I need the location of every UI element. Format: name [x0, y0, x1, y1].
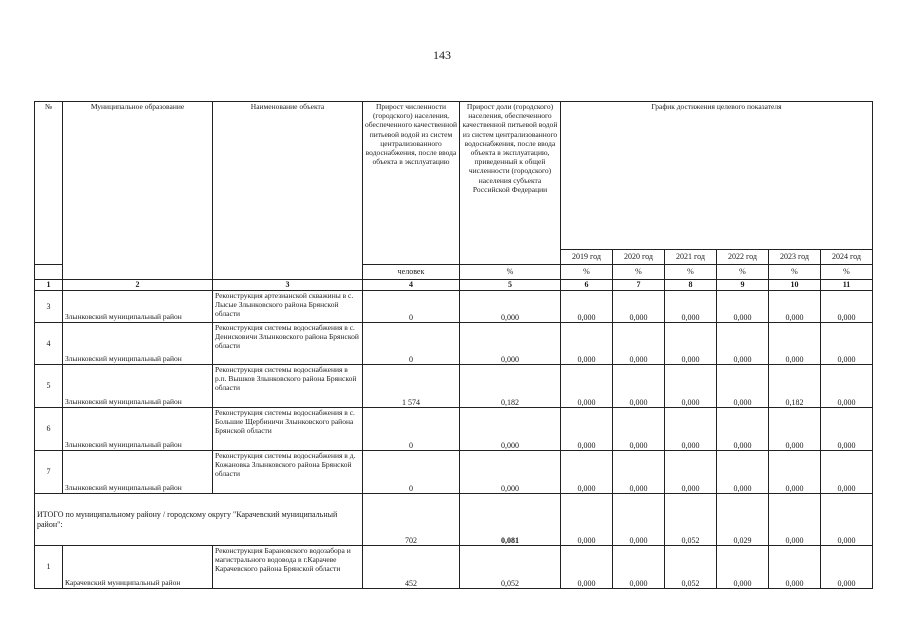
year-value-cell: 0,000 [717, 451, 769, 494]
year-value-cell: 0,000 [821, 291, 873, 323]
share-cell: 0,000 [460, 408, 561, 451]
total-share-cell: 0,081 [460, 494, 561, 546]
share-cell: 0,052 [460, 546, 561, 589]
object-cell: Реконструкция артезианской скважины в с. Лысые Злынковского района Брянской области [213, 291, 363, 323]
total-year-cell: 0,000 [613, 494, 665, 546]
year-value-cell: 0,000 [717, 546, 769, 589]
header-schedule: График достижения целевого показателя [561, 102, 873, 250]
data-table [34, 101, 873, 589]
year-value-cell: 0,000 [665, 323, 717, 365]
unit-percent: % [665, 265, 717, 280]
row-number: 6 [35, 408, 63, 451]
unit-percent: % [613, 265, 665, 280]
year-value-cell: 0,000 [561, 291, 613, 323]
year-value-cell: 0,000 [665, 365, 717, 408]
share-cell: 0,000 [460, 291, 561, 323]
year-value-cell: 0,000 [821, 546, 873, 589]
year-value-cell: 0,000 [769, 323, 821, 365]
row-number: 4 [35, 323, 63, 365]
people-cell: 452 [363, 546, 460, 589]
column-index: 5 [460, 280, 561, 291]
people-cell: 0 [363, 323, 460, 365]
year-value-cell: 0,000 [717, 365, 769, 408]
header-year: 2024 год [821, 250, 873, 265]
header-year: 2021 год [665, 250, 717, 265]
column-index: 11 [821, 280, 873, 291]
column-index: 2 [63, 280, 213, 291]
header-object: Наименование объекта [213, 102, 363, 280]
year-value-cell: 0,000 [613, 291, 665, 323]
year-value-cell: 0,000 [561, 365, 613, 408]
year-value-cell: 0,000 [821, 365, 873, 408]
people-cell: 0 [363, 408, 460, 451]
header-number: № [35, 102, 63, 265]
column-index: 10 [769, 280, 821, 291]
unit-percent: % [821, 265, 873, 280]
year-value-cell: 0,000 [613, 408, 665, 451]
municipality-cell: Злынковский муниципальный район [63, 365, 213, 408]
table-row [35, 323, 873, 365]
year-value-cell: 0,000 [665, 451, 717, 494]
year-value-cell: 0,000 [613, 365, 665, 408]
year-value-cell: 0,000 [561, 451, 613, 494]
municipality-cell: Злынковский муниципальный район [63, 323, 213, 365]
column-index: 6 [561, 280, 613, 291]
row-number: 7 [35, 451, 63, 494]
total-year-cell: 0,000 [769, 494, 821, 546]
header-year: 2019 год [561, 250, 613, 265]
header-year: 2020 год [613, 250, 665, 265]
unit-people: человек [363, 265, 460, 280]
municipality-cell: Злынковский муниципальный район [63, 451, 213, 494]
share-cell: 0,000 [460, 451, 561, 494]
share-cell: 0,182 [460, 365, 561, 408]
year-value-cell: 0,052 [665, 546, 717, 589]
people-cell: 1 574 [363, 365, 460, 408]
column-index: 7 [613, 280, 665, 291]
object-cell: Реконструкция системы водоснабжения в р.п. Вышков Злынковского района Брянской области [213, 365, 363, 408]
year-value-cell: 0,000 [821, 323, 873, 365]
column-index: 8 [665, 280, 717, 291]
table-row [35, 365, 873, 408]
year-value-cell: 0,000 [561, 546, 613, 589]
column-index: 9 [717, 280, 769, 291]
people-cell: 0 [363, 451, 460, 494]
unit-percent: % [717, 265, 769, 280]
header-year: 2023 год [769, 250, 821, 265]
municipality-cell: Злынковский муниципальный район [63, 408, 213, 451]
year-value-cell: 0,000 [769, 546, 821, 589]
year-value-cell: 0,000 [821, 451, 873, 494]
year-value-cell: 0,000 [613, 451, 665, 494]
column-index: 1 [35, 280, 63, 291]
unit-percent: % [769, 265, 821, 280]
year-value-cell: 0,000 [665, 291, 717, 323]
year-value-cell: 0,000 [717, 323, 769, 365]
total-year-cell: 0,000 [821, 494, 873, 546]
row-number: 5 [35, 365, 63, 408]
total-year-cell: 0,000 [561, 494, 613, 546]
column-index: 3 [213, 280, 363, 291]
year-value-cell: 0,000 [613, 323, 665, 365]
object-cell: Реконструкция Барановского водозабора и магистрального водовода в г.Карачеве Карачевского района Брянской области [213, 546, 363, 589]
unit-percent: % [460, 265, 561, 280]
page-number: 143 [433, 48, 451, 62]
year-value-cell: 0,182 [769, 365, 821, 408]
object-cell: Реконструкция системы водоснабжения в с. Большие Щербиничи Злынковского района Брянской области [213, 408, 363, 451]
unit-percent: % [561, 265, 613, 280]
total-year-cell: 0,052 [665, 494, 717, 546]
row-number: 3 [35, 291, 63, 323]
share-cell: 0,000 [460, 323, 561, 365]
year-value-cell: 0,000 [769, 451, 821, 494]
header-municipality: Муниципальное образование [63, 102, 213, 280]
year-value-cell: 0,000 [821, 408, 873, 451]
table-row [35, 546, 873, 589]
total-people-cell: 702 [363, 494, 460, 546]
table-row [35, 291, 873, 323]
row-number: 1 [35, 546, 63, 589]
header-year: 2022 год [717, 250, 769, 265]
object-cell: Реконструкция системы водоснабжения в д. Кожановка Злынковского района Брянской области [213, 451, 363, 494]
total-label: ИТОГО по муниципальному району / городскому округу "Карачевский муниципальный район": [35, 494, 363, 546]
year-value-cell: 0,000 [769, 408, 821, 451]
municipality-cell: Карачевский муниципальный район [63, 546, 213, 589]
table-row [35, 408, 873, 451]
people-cell: 0 [363, 291, 460, 323]
object-cell: Реконструкция системы водоснабжения в с. Денисковичи Злынковского района Брянской области [213, 323, 363, 365]
header-share-growth: Прирост доли (городского) населения, обеспеченного качественной питьевой водой из систем централизованного водоснабжения, после ввода объекта в эксплуатацию, приведенный к общей численности (городского) населения субъекта Российской Федерации [460, 102, 561, 265]
year-value-cell: 0,000 [561, 323, 613, 365]
year-value-cell: 0,000 [561, 408, 613, 451]
year-value-cell: 0,000 [665, 408, 717, 451]
header-population-growth: Прирост численности (городского) населения, обеспеченного качественной питьевой водой из систем централизованного водоснабжения, после ввода объекта в эксплуатацию [363, 102, 460, 265]
year-value-cell: 0,000 [717, 408, 769, 451]
table-row [35, 451, 873, 494]
year-value-cell: 0,000 [613, 546, 665, 589]
year-value-cell: 0,000 [717, 291, 769, 323]
municipality-cell: Злынковский муниципальный район [63, 291, 213, 323]
total-year-cell: 0,029 [717, 494, 769, 546]
units-empty [35, 265, 63, 280]
column-index: 4 [363, 280, 460, 291]
total-row [35, 494, 873, 546]
year-value-cell: 0,000 [769, 291, 821, 323]
